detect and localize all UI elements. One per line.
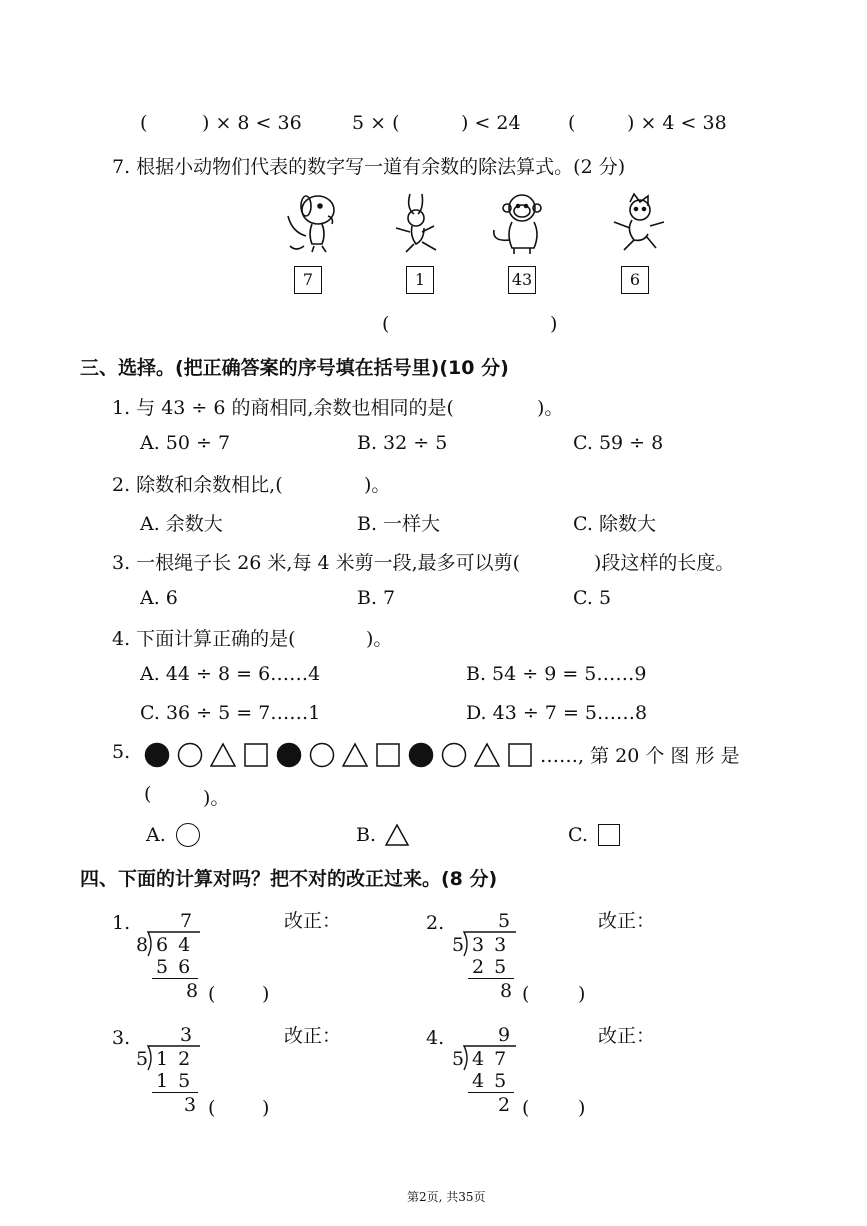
judge-paren-open: ( [522, 983, 530, 1005]
circle-icon [177, 742, 203, 768]
option-c-square-icon [598, 824, 620, 846]
judge-paren-close: ) [578, 1097, 586, 1119]
square-icon [507, 742, 533, 768]
remainder: 8 [186, 980, 201, 1002]
section3-title: 三、选择。(把正确答案的序号填在括号里)(10 分) [80, 357, 509, 379]
q6-a-rest: ) × 8 < 36 [202, 112, 302, 134]
q7-answer-close: ) [550, 313, 558, 335]
divisor: 8 [136, 934, 151, 956]
s3-q2-option-c: C. 除数大 [573, 513, 656, 535]
cat-number: 6 [621, 266, 649, 294]
problem-num: 4. [426, 1027, 445, 1049]
remainder: 3 [184, 1094, 199, 1116]
s3-q1-option-a: A. 50 ÷ 7 [140, 432, 231, 454]
s3-q5-tail: ……, 第 20 个 图 形 是 [540, 745, 740, 767]
monkey-icon [488, 190, 554, 256]
quotient: 7 [180, 910, 195, 932]
s3-q1-option-b: B. 32 ÷ 5 [357, 432, 448, 454]
s3-q3-option-b: B. 7 [357, 587, 396, 609]
subtraction-line [152, 978, 198, 979]
s3-q4-option-c: C. 36 ÷ 5 = 7……1 [140, 702, 321, 724]
circle-icon [309, 742, 335, 768]
dividend: 1 2 [156, 1048, 193, 1070]
fix-label: 改正： [284, 1025, 342, 1047]
rabbit-number: 1 [406, 266, 434, 294]
s3-q5-paren-close: )。 [203, 787, 230, 809]
s3-q5-option-a: A. [146, 824, 166, 846]
s3-q4-option-b: B. 54 ÷ 9 = 5……9 [466, 663, 647, 685]
cat-icon [600, 192, 670, 256]
fix-label: 改正： [598, 1025, 656, 1047]
s3-q3-option-a: A. 6 [140, 587, 178, 609]
divisor: 5 [136, 1048, 151, 1070]
dog-number: 7 [294, 266, 322, 294]
fix-label: 改正： [284, 910, 342, 932]
judge-paren-open: ( [522, 1097, 530, 1119]
s3-q2-end: )。 [364, 474, 391, 496]
judge-paren-open: ( [208, 1097, 216, 1119]
dog-icon [276, 190, 346, 256]
s3-q3-option-c: C. 5 [573, 587, 612, 609]
q7-text: 7. 根据小动物们代表的数字写一道有余数的除法算式。(2 分) [112, 156, 626, 178]
dividend: 6 4 [156, 934, 193, 956]
s3-q2-option-b: B. 一样大 [357, 513, 441, 535]
triangle-icon [210, 742, 236, 768]
remainder: 2 [498, 1094, 513, 1116]
q7-answer-open: ( [382, 313, 390, 335]
problem-num: 3. [112, 1027, 131, 1049]
q6-b: 5 × ( [352, 112, 400, 134]
s3-q5-option-b: B. [356, 824, 377, 846]
subtraction-line [468, 978, 514, 979]
remainder: 8 [500, 980, 515, 1002]
square-icon [375, 742, 401, 768]
s3-q5-num: 5. [112, 741, 131, 763]
circle-icon [441, 742, 467, 768]
s3-q3-text: 3. 一根绳子长 26 米,每 4 米剪一段,最多可以剪( [112, 552, 521, 574]
rabbit-icon [388, 190, 448, 256]
judge-paren-close: ) [262, 983, 270, 1005]
dividend: 4 7 [472, 1048, 509, 1070]
subtraction-line [468, 1092, 514, 1093]
s3-q1-end: )。 [537, 397, 564, 419]
s3-q1-text: 1. 与 43 ÷ 6 的商相同,余数也相同的是( [112, 397, 454, 419]
problem-num: 2. [426, 912, 445, 934]
quotient: 9 [498, 1024, 513, 1046]
dividend: 3 3 [472, 934, 509, 956]
square-icon [243, 742, 269, 768]
quotient: 5 [498, 910, 513, 932]
filled-circle-icon [276, 742, 302, 768]
q6-a-open: ( [140, 112, 148, 134]
option-b-triangle-icon [384, 823, 410, 847]
judge-paren-close: ) [578, 983, 586, 1005]
judge-paren-open: ( [208, 983, 216, 1005]
s3-q4-option-a: A. 44 ÷ 8 = 6……4 [140, 663, 321, 685]
fix-label: 改正： [598, 910, 656, 932]
q6-c-rest: ) × 4 < 38 [627, 112, 727, 134]
q6-b-rest: ) < 24 [461, 112, 521, 134]
s3-q3-end: )段这样的长度。 [594, 552, 735, 574]
filled-circle-icon [144, 742, 170, 768]
divisor: 5 [452, 1048, 467, 1070]
divisor: 5 [452, 934, 467, 956]
product: 4 5 [472, 1070, 509, 1092]
s3-q4-option-d: D. 43 ÷ 7 = 5……8 [466, 702, 648, 724]
section4-title: 四、下面的计算对吗？把不对的改正过来。(8 分) [80, 868, 498, 890]
s3-q5-paren-open: ( [144, 783, 152, 805]
s3-q2-text: 2. 除数和余数相比,( [112, 474, 283, 496]
page-footer: 第2页, 共35页 [407, 1190, 486, 1204]
subtraction-line [152, 1092, 198, 1093]
problem-num: 1. [112, 912, 131, 934]
product: 1 5 [156, 1070, 193, 1092]
product: 2 5 [472, 956, 509, 978]
monkey-number: 43 [508, 266, 536, 294]
s3-q1-option-c: C. 59 ÷ 8 [573, 432, 664, 454]
triangle-icon [474, 742, 500, 768]
quotient: 3 [180, 1024, 195, 1046]
product: 5 6 [156, 956, 193, 978]
option-a-circle-icon [176, 823, 200, 847]
filled-circle-icon [408, 742, 434, 768]
judge-paren-close: ) [262, 1097, 270, 1119]
s3-q4-end: )。 [366, 628, 393, 650]
s3-q4-text: 4. 下面计算正确的是( [112, 628, 296, 650]
triangle-icon [342, 742, 368, 768]
s3-q2-option-a: A. 余数大 [140, 513, 223, 535]
q6-c-open: ( [568, 112, 576, 134]
s3-q5-option-c: C. [568, 824, 588, 846]
